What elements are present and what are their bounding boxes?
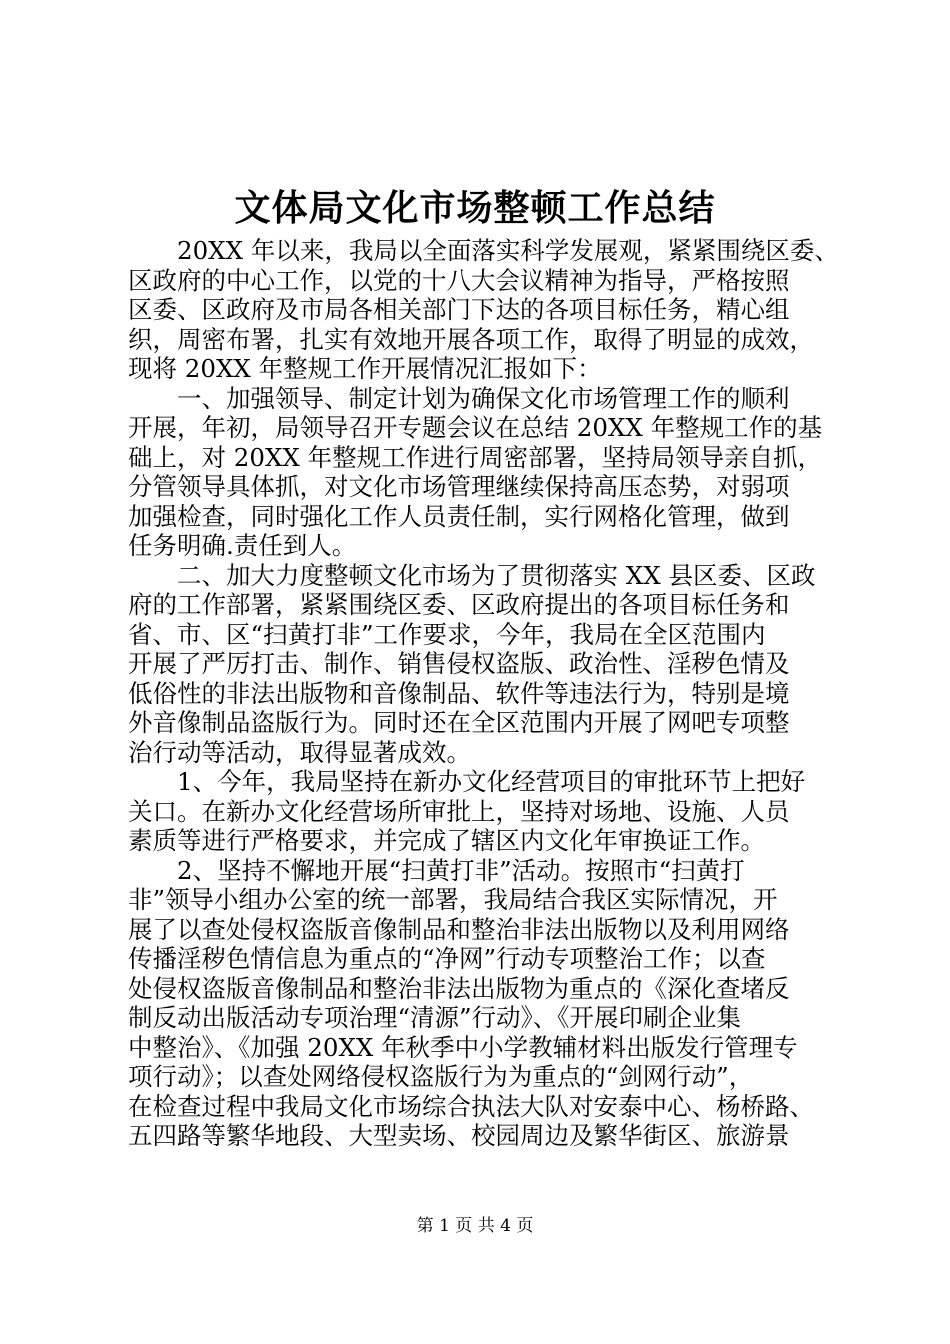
body-line: 外音像制品盗版行为。同时还在全区范围内开展了网吧专项整 [128, 708, 790, 737]
body-line: 2、坚持不懈地开展“扫黄打非”活动。按照市“扫黄打 [177, 855, 745, 885]
body-line: 治行动等活动，取得显著成效。 [128, 737, 471, 767]
body-line: 分管领导具体抓，对文化市场管理继续保持高压态势，对弱项 [128, 472, 790, 501]
body-line: 传播淫秽色情信息为重点的“净网”行动专项整治工作；以查 [128, 944, 766, 973]
body-line: 关口。在新办文化经营场所审批上，坚持对场地、设施、人员 [128, 796, 790, 826]
body-line: 非”领导小组办公室的统一部署，我局结合我区实际情况，开 [128, 885, 778, 914]
body-line: 任务明确.责任到人。 [128, 531, 357, 560]
body-line: 1、今年，我局坚持在新办文化经营项目的审批环节上把好 [177, 767, 806, 796]
body-line: 础上，对 20XX 年整规工作进行周密部署，坚持局领导亲自抓， [128, 442, 823, 472]
body-line: 项行动》；以查处网络侵权盗版行为为重点的“剑网行动”， [128, 1062, 754, 1091]
body-line: 区政府的中心工作，以党的十八大会议精神为指导，严格按照 [128, 265, 790, 295]
body-line: 在检查过程中我局文化市场综合执法大队对安泰中心、杨桥路、 [128, 1091, 814, 1121]
body-line: 一、加强领导、制定计划为确保文化市场管理工作的顺利 [177, 383, 790, 413]
body-line: 素质等进行严格要求，并完成了辖区内文化年审换证工作。 [128, 826, 765, 855]
body-line: 制反动出版活动专项治理“清源”行动》、《开展印刷企业集 [128, 1003, 742, 1032]
page-footer: 第 1 页 共 4 页 [416, 1216, 534, 1236]
body-line: 区委、区政府及市局各相关部门下达的各项目标任务，精心组 [128, 295, 790, 324]
body-line: 五四路等繁华地段、大型卖场、校园周边及繁华街区、旅游景 [128, 1121, 790, 1150]
body-line: 20XX 年以来，我局以全面落实科学发展观，紧紧围绕区委、 [177, 236, 839, 265]
body-line: 加强检查，同时强化工作人员责任制，实行网格化管理，做到 [128, 501, 790, 531]
document-title: 文体局文化市场整顿工作总结 [234, 187, 716, 229]
body-line: 中整治》、《加强 20XX 年秋季中小学教辅材料出版发行管理专 [128, 1032, 798, 1062]
body-line: 开展了严厉打击、制作、销售侵权盗版、政治性、淫秽色情及 [128, 649, 790, 678]
body-line: 省、市、区“扫黄打非”工作要求，今年，我局在全区范围内 [128, 619, 766, 649]
body-line: 处侵权盗版音像制品和整治非法出版物为重点的《深化查堵反 [128, 973, 790, 1003]
body-line: 府的工作部署，紧紧围绕区委、区政府提出的各项目标任务和 [128, 590, 790, 619]
body-line: 低俗性的非法出版物和音像制品、软件等违法行为，特别是境 [128, 678, 790, 708]
body-line: 开展，年初，局领导召开专题会议在总结 20XX 年整规工作的基 [128, 413, 823, 442]
body-line: 现将 20XX 年整规工作开展情况汇报如下： [128, 354, 602, 383]
document-body [128, 236, 852, 1151]
body-line: 二、加大力度整顿文化市场为了贯彻落实 XX 县区委、区政 [177, 560, 816, 590]
body-line: 展了以查处侵权盗版音像制品和整治非法出版物以及利用网络 [128, 914, 790, 944]
body-line: 织，周密布署，扎实有效地开展各项工作，取得了明显的成效， [128, 324, 814, 354]
